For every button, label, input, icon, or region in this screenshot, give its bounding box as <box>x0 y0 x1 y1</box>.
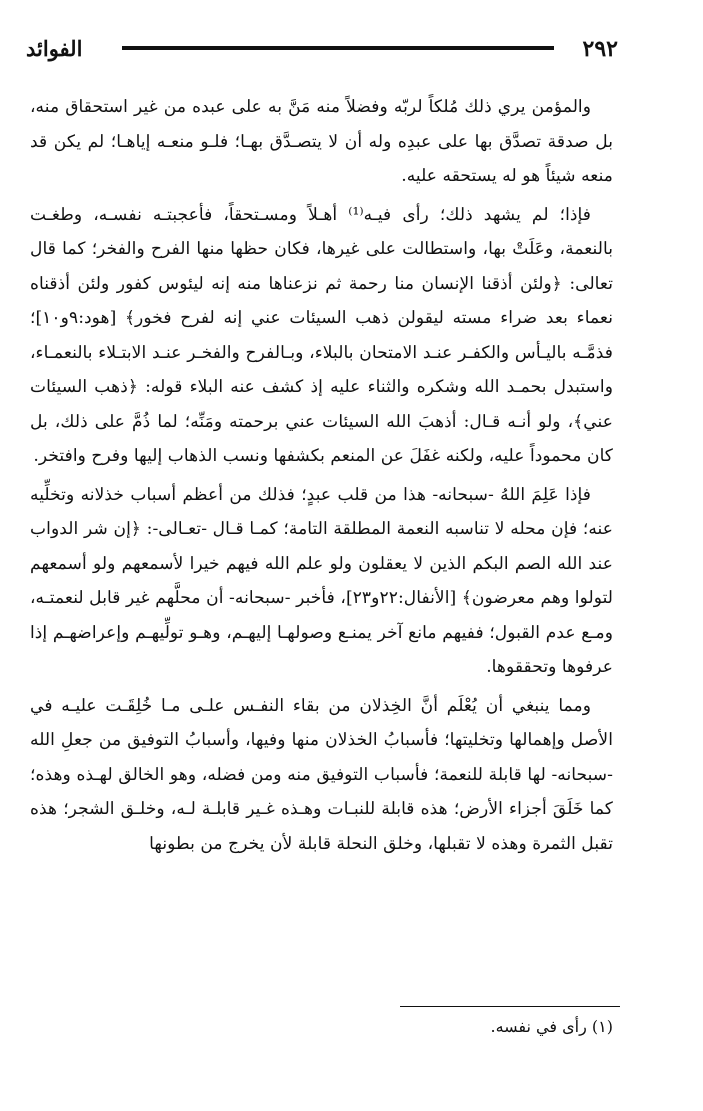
page-header <box>26 34 618 64</box>
paragraph-1: والمؤمن يري ذلك مُلكاً لربّه وفضلاً منه مَنَّ به على عبده من غير استحقاق منه، بل صدقة تصدَّق بها على عبدِه وله أن لا يتصـدَّق بهـا؛ فلـو منعـه إياهـا؛ لم يكن قد منعه شيئاً هو له يستحقه عليه. <box>30 97 613 186</box>
paragraph-3: فإذا عَلِمَ اللهُ -سبحانه- هذا من قلب عبدٍ؛ فذلك من أعظم أسباب خذلانه وتخلِّيه عنه؛ فإن محله لا تناسبه النعمة المطلقة التامة؛ كمـا قـال -تعـالى-: ﴿إن شر الدواب عند الله الصم البكم الذين لا يعقلون ولو علم الله فيهم خيرا لأسمعهم ولو أسمعهم لتولوا وهم معرضون﴾ [الأنفال:٢٢و٢٣]، فأخبر -سبحانه- أن محلَّهم غير قابل لنعمتـه، ومـع عدم القبول؛ ففيهم مانع آخر يمنـع وصولهـا إليهـم، وهـو تولِّيهـم وإعراضهـم إذا عرفوها وتحققوها. <box>30 484 614 677</box>
main-text <box>30 90 613 865</box>
page-number: ٢٩٢ <box>582 36 618 62</box>
footnote-divider <box>400 1006 620 1007</box>
paragraph-4: ومما ينبغي أن يُعْلَم أنَّ الخِذلان من بقاء النفـس علـى مـا خُلِقَـت عليـه في الأصل وإهمالها وتخليتها؛ فأسبابُ الخذلان منها وفيها، وأسبابُ التوفيق من جعلِ الله -سبحانه- لها قابلة للنعمة؛ فأسباب التوفيق منه ومن فضله، وهو الخالق لهـذه وهذه؛ كما خَلَقَ أجزاء الأرض؛ هذه قابلة للنبـات وهـذه غـير قابلـة لـه، وخلـق الشجر؛ هذه تقبل الثمرة وهذه لا تقبلها، وخلق النحلة قابلة لأن يخرج من بطونها <box>30 695 613 854</box>
header-rule <box>122 46 554 50</box>
running-title: الفوائد <box>26 36 83 61</box>
paragraph-2: فإذا؛ لم يشهد ذلك؛ رأى فيـه⁽¹⁾ أهـلاً ومسـتحقاً، فأعجبتـه نفسـه، وطغـت بالنعمة، وعَلَتْ بها، واستطالت على غيرها، فكان حظها منها الفرح والفخر؛ كما قال تعالى: ﴿ولئن أذقنا الإنسان منا رحمة ثم نزعناها منه إنه ليئوس كفور ولئن أذقناه نعماء بعد ضراء مسته ليقولن ذهب السيئات عني إنه لفرح فخور﴾ [هود:٩و١٠]؛ فذمَّـه باليـأس والكفـر عنـد الامتحان بالبلاء، وبـالفرح والفخـر عنـد الابتـلاء بالنعمـاء، واستبدل بحمـد الله وشكره والثناء عليه إذ كشف عنه البلاء قوله: ﴿ذهب السيئات عني﴾، ولو أنـه قـال: أذهبَ الله السيئات عني برحمته ومَنِّه؛ لما ذُمَّ على ذلك، بل كان محموداً عليه، ولكنه غفَلَ عن المنعم بكشفها ونسب الذهاب إليها وفرح وافتخر. <box>30 204 613 466</box>
footnote: (١) رأى في نفسه. <box>490 1017 613 1036</box>
